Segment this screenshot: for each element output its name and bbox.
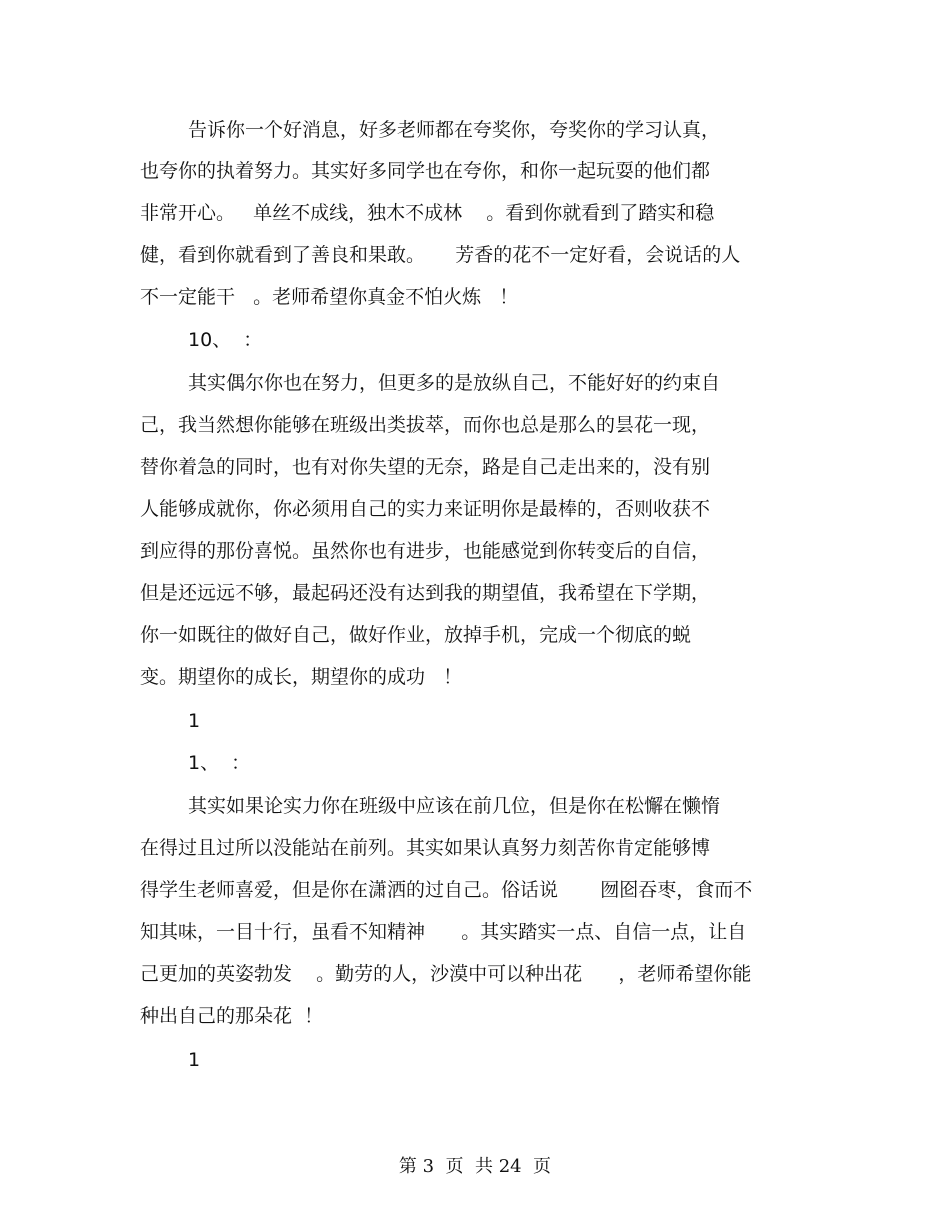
paragraph-1-line-3: 非常开心。 单丝不成线，独木不成林 。看到你就看到了踏实和稳 [140,202,715,224]
paragraph-3-line-4: 知其味，一目十行，虽看不知精神 。其实踏实一点、自信一点，让自 [140,921,747,943]
paragraph-2-line-2: 己，我当然想你能够在班级出类拔萃，而你也总是那么的昙花一现， [140,414,711,436]
paragraph-2-line-1: 其实偶尔你也在努力，但更多的是放纵自己，不能好好的约束自 [188,372,721,394]
paragraph-2-line-6: 但是还远远不够，最起码还没有达到我的期望值，我希望在下学期， [140,582,711,604]
paragraph-1-line-2: 也夸你的执着努力。其实好多同学也在夸你，和你一起玩耍的他们都 [140,160,711,182]
paragraph-1-line-5: 不一定能干 。老师希望你真金不怕火炼 ！ [140,286,519,308]
page-number-footer: 第 3 页 共 24 页 [398,1156,552,1177]
paragraph-2-line-8: 变。期望你的成长，期望你的成功 ！ [140,666,463,688]
paragraph-2-line-5: 到应得的那份喜悦。虽然你也有进步，也能感觉到你转变后的自信， [140,540,711,562]
paragraph-3-line-5: 己更加的英姿勃发 。勤劳的人，沙漠中可以种出花 ，老师希望你能 [140,963,752,985]
marker-1: 1 [188,710,201,732]
paragraph-2-line-3: 替你着急的同时，也有对你失望的无奈，路是自己走出来的，没有别 [140,456,711,478]
paragraph-1-line-4: 健，看到你就看到了善良和果敢。 芳香的花不一定好看，会说话的人 [140,244,741,266]
paragraph-3-line-1: 其实如果论实力你在班级中应该在前几位，但是你在松懈在懒惰 [188,795,721,817]
section-heading-1: 1、 ： [188,752,251,774]
paragraph-3-line-6: 种出自己的那朵花 ！ [140,1005,324,1027]
paragraph-3-line-2: 在得过且过所以没能站在前列。其实如果认真努力刻苦你肯定能够博 [140,837,711,859]
paragraph-3-line-3: 得学生老师喜爱，但是你在潇洒的过自己。俗话说 囫囵吞枣，食而不 [140,879,753,901]
section-heading-10: 10、 ： [188,329,263,351]
paragraph-2-line-7: 你一如既往的做好自己，做好作业，放掉手机，完成一个彻底的蜕 [140,624,692,646]
paragraph-2-line-4: 人能够成就你，你必须用自己的实力来证明你是最棒的，否则收获不 [140,498,711,520]
paragraph-1-line-1: 告诉你一个好消息，好多老师都在夸奖你，夸奖你的学习认真， [188,119,721,141]
marker-2: 1 [188,1049,201,1071]
